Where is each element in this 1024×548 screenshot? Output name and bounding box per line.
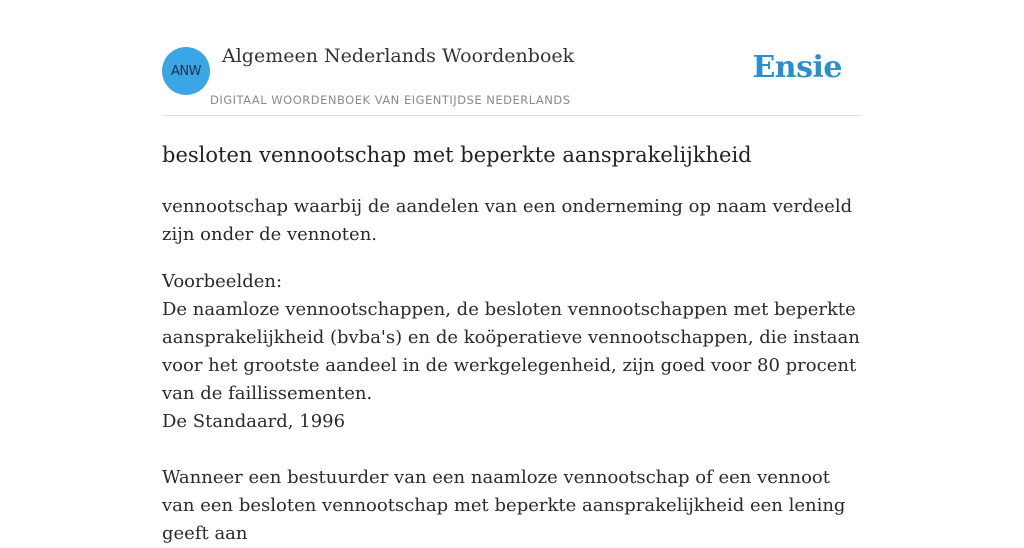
- example-text: Wanneer een bestuurder van een naamloze vennootschap of een vennoot van een besloten vennootschap met beperkte aansprakelijkheid een lening geeft aan: [162, 467, 846, 544]
- anw-logo[interactable]: [162, 47, 210, 95]
- examples-section: [162, 268, 862, 548]
- main-content: [162, 0, 862, 548]
- entry-headword: besloten vennootschap met beperkte aansprakelijkheid: [162, 143, 752, 167]
- example-source: De Standaard, 1996: [162, 411, 346, 432]
- example-spacer: [162, 436, 862, 464]
- ensie-brand-logo[interactable]: Ensie: [752, 50, 842, 85]
- entry-definition: vennootschap waarbij de aandelen van een onderneming op naam verdeeld zijn onder de vennoten.: [162, 196, 853, 245]
- examples-label: Voorbeelden:: [162, 271, 283, 292]
- site-title[interactable]: Algemeen Nederlands Woordenboek: [222, 45, 575, 67]
- site-header: [162, 0, 862, 116]
- anw-logo-text: ANW: [171, 63, 201, 79]
- example-text: De naamloze vennootschappen, de besloten vennootschappen met beperkte aansprakelijkheid (bvba's) en de koöperatieve vennootschappen, die instaan voor het grootste aandeel in de werkgelegenheid, zijn goed voor 80 procent van de faillissementen.: [162, 299, 860, 404]
- site-subtitle: DIGITAAL WOORDENBOEK VAN EIGENTIJDSE NEDERLANDS: [210, 93, 571, 107]
